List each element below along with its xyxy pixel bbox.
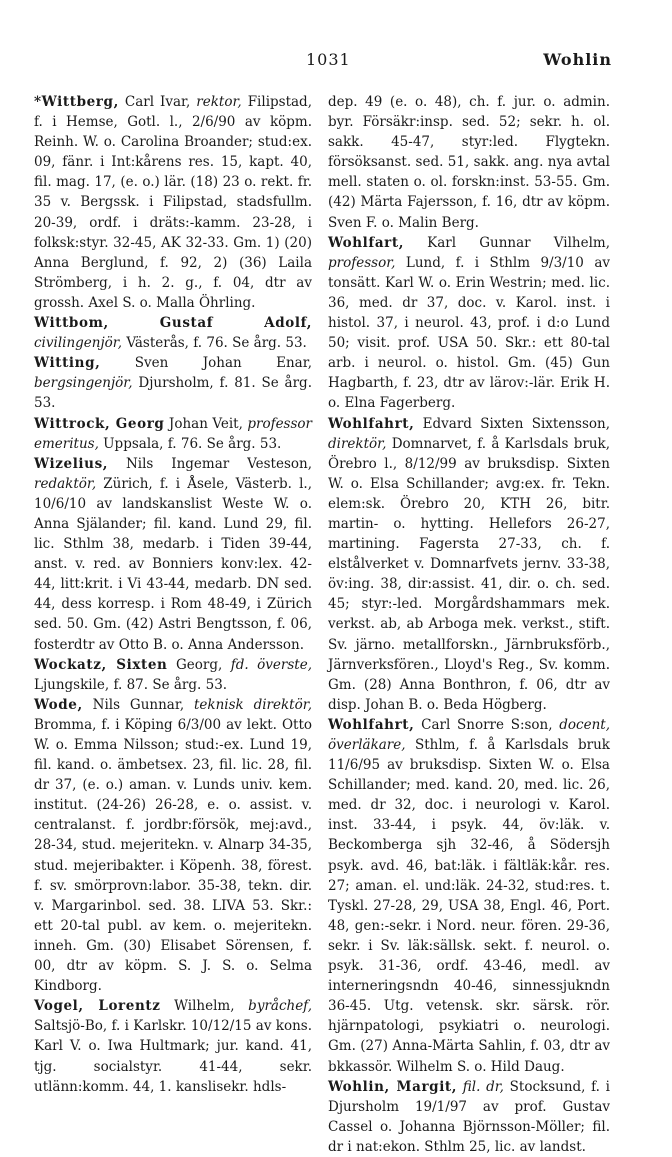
entry-biography: Zürich, f. i Åsele, Västerb. l., 10/6/10 av landskanslist Weste W. o. Anna Själander; fil. kand. Lund 29, fil. lic. Sthlm 38, medarb. i Tiden 39-44, anst. v. red. av Bonniers konv:lex. 42-44, litt:krit. i Vi 43-44, medarb. DN sed. 44, dess korresp. i Rom 48-49, i Zürich sed. 50. Gm. (42) Astri Bengtsson, f. 06, fosterdtr av Otto B. o. Anna Andersson. — [34, 475, 312, 653]
entry-wohlfahrt-carl — [328, 715, 610, 1077]
entry-surname: *Wittberg, — [34, 94, 119, 110]
entry-biography: Bromma, f. i Köping 6/3/00 av lekt. Otto W. o. Emma Nilsson; stud:-ex. Lund 19, fil. kand. o. ämbetsex. 23, fil. lic. 28, fil. dr 37, (e. o.) aman. v. Lunds univ. kem. institut. (24-26) 26-28, e. o. assist. v. centralanst. f. jordbr:försök, mej:avd., 28-34, stud. mejeritekn. v. Alnarp 34-35, stud. mejeribakter. i Köpenh. 38, förest. f. sv. smörprovn:labor. 35-38, tekn. dir. v. Margarinbol. sed. 38. LIVA 53. Skr.: ett 20-tal publ. av kem. o. mejeritekn. inneh. Gm. (30) Elisabet Sörensen, f. 00, dtr av köpm. S. J. S. o. Selma Kindborg. — [34, 716, 312, 995]
entry-given-names: Carl Ivar, — [118, 94, 197, 110]
entry-occupation: fd. överste, — [230, 656, 313, 673]
entry-given-names: Nils Gunnar, — [82, 696, 194, 713]
entry-surname: Wockatz, Sixten — [34, 656, 168, 673]
entry-occupation: teknisk direktör, — [194, 696, 312, 713]
entry-given-names: Sven Johan Enar, — [100, 355, 312, 372]
entry-occupation: rektor, — [196, 94, 242, 110]
entry-surname: Wohlfahrt, — [328, 415, 415, 432]
entry-biography: Sthlm, f. å Karlsdals bruk 11/6/95 av bruksdisp. Sixten W. o. Elsa Schillander; med. kand. 20, med. lic. 26, med. dr 32, doc. i neurologi v. Karol. inst. 33-44, i psyk. 44, öv:läk. v. Beckomberga sjh 32-46, å Södersjh psyk. avd. 46, bat:läk. i fältläk:kår. res. 27; aman. el. und:läk. 24-32, stud:res. t. Tyskl. 27-28, 29, USA 38, Engl. 46, Port. 48, gen:-sekr. i Nord. neur. fören. 29-36, sekr. i Sv. läk:sällsk. sekt. f. neurol. o. psyk. 31-36, ordf. 43-46, medl. av interneringsndn 40-46, sinnessjukndn 36-45. Utg. vetensk. skr. särsk. rör. hjärnpatologi, psykiatri o. neurologi. Gm. (27) Anna-Märta Sahlin, f. 03, dtr av bkkassör. Wilhelm S. o. Hild Daug. — [328, 737, 610, 1075]
entry-surname: Vogel, Lorentz — [34, 998, 161, 1015]
entry-wohlfart — [328, 233, 610, 414]
entry-occupation: direktör, — [328, 435, 387, 452]
entry-given-names: Nils Ingemar Vesteson, — [108, 455, 312, 472]
entry-wittrock — [34, 414, 312, 454]
entry-biography: Uppsala, f. 76. Se årg. 53. — [98, 435, 282, 452]
entry-occupation: bergsingenjör, — [34, 375, 133, 392]
entry-biography: Saltsjö-Bo, f. i Karlskr. 10/12/15 av kons. Karl V. o. Iwa Hultmark; jur. kand. 41, tjg. socialstyr. 41-44, sekr. utlänn:komm. 44, 1. kanslisekr. hdls- — [34, 1018, 312, 1095]
entry-wohlfahrt-edvard — [328, 414, 610, 715]
entry-wizelius — [34, 454, 312, 655]
entry-surname: Wohlfahrt, — [328, 716, 415, 733]
entry-vogel — [34, 996, 312, 1096]
page-header — [0, 50, 672, 74]
entry-witting — [34, 353, 312, 413]
entry-given-names: Carl Snorre S:son, — [414, 716, 560, 733]
entry-biography: Lund, f. i Sthlm 9/3/10 av tonsätt. Karl W. o. Erin Westrin; med. lic. 36, med. dr 37, doc. v. Karol. inst. i histol. 37, i neurol. 43, prof. i d:o Lund 50; visit. prof. USA 50. Skr.: ett 80-tal arb. i neurol. o. histol. Gm. (45) Gun Hagbarth, f. 23, dtr av lärov:-lär. Erik H. o. Elna Fagerberg. — [328, 254, 610, 412]
entry-given-names: Johan Veit, — [164, 415, 248, 432]
entry-given-names: Edvard Sixten Sixtensson, — [414, 415, 610, 432]
entry-occupation: civilingenjör, — [34, 335, 123, 352]
entry-surname: Wohlfart, — [328, 234, 405, 251]
entry-occupation: fil. dr, — [462, 1078, 504, 1095]
entry-surname: Wittrock, Georg — [34, 415, 165, 432]
entry-biography: Filipstad, f. i Hemse, Gotl. l., 2/6/90 av köpm. Reinh. W. o. Carolina Broander; stud:ex. 09, fänr. i Int:kårens res. 15, kapt. 40, fil. mag. 17, (e. o.) lär. (18) 23 o. rekt. fr. 35 v. Bergssk. i Filipstad, stadsfullm. 20-39, ordf. i dräts:-kamm. 23-28, i folksk:styr. 32-45, AK 32-33. Gm. 1) (20) Anna Berglund, f. 92, 2) (36) Laila Strömberg, i h. 2. g., f. 04, dtr av grossh. Axel S. o. Malla Öhrling. — [34, 94, 312, 311]
entry-biography: Västerås, f. 76. Se årg. 53. — [122, 335, 307, 352]
running-head: Wohlin — [543, 50, 612, 69]
left-column — [34, 92, 312, 1097]
entry-surname: Wode, — [34, 696, 83, 713]
entry-occupation: redaktör, — [34, 475, 97, 492]
entry-given-names: Karl Gunnar Vilhelm, — [404, 234, 610, 251]
entry-surname: Wittbom, Gustaf Adolf, — [34, 315, 312, 332]
entry-vogel-continued — [328, 92, 610, 233]
entry-biography: Ljungskile, f. 87. Se årg. 53. — [34, 676, 228, 693]
entry-occupation: byråchef, — [248, 998, 312, 1015]
entry-occupation: professor emeritus, — [34, 415, 312, 452]
entry-biography: dep. 49 (e. o. 48), ch. f. jur. o. admin. byr. Försäkr:insp. sed. 52; sekr. h. ol. sakk. 45-47, styr:led. Flygtekn. försöksanst. sed. 51, sakk. ang. nya avtal mell. staten o. ol. forskn:inst. 53-55. Gm. (42) Märta Fajersson, f. 16, dtr av köpm. Sven F. o. Malin Berg. — [328, 94, 610, 231]
entry-wohlin — [328, 1077, 610, 1157]
entry-given-names: Georg, — [167, 656, 231, 673]
entry-surname: Witting, — [34, 355, 101, 372]
page-number: 1031 — [306, 50, 351, 69]
entry-occupation: docent, överläkare, — [328, 716, 610, 753]
entry-biography: Domnarvet, f. å Karlsdals bruk, Örebro l., 8/12/99 av bruksdisp. Sixten W. o. Elsa Schillander; avg:ex. fr. Tekn. elem:sk. Örebro 20, KTH 26, bitr. martin- o. hytting. Hellefors 26-27, martining. Fagersta 27-33, ch. f. elstålverket v. Domnarfvets jernv. 33-38, öv:ing. 38, dir:assist. 41, dir. o. ch. sed. 45; styr:-led. Morgårdshammars mek. verkst. ab, ab Arboga mek. verkst., stift. Sv. järno. metallforskn., Järnbruksförb., Järnverksfören., Lloyd's Reg., Sv. komm. Gm. (28) Anna Bonthron, f. 06, dtr av disp. Johan B. o. Beda Högberg. — [328, 435, 610, 713]
entry-surname: Wizelius, — [34, 455, 109, 472]
entry-biography: Djursholm, f. 81. Se årg. 53. — [34, 375, 312, 412]
entry-wode — [34, 695, 312, 996]
entry-given-names: Wilhelm, — [160, 998, 249, 1015]
entry-occupation: professor, — [328, 254, 396, 271]
entry-biography: Stocksund, f. i Djursholm 19/1/97 av prof. Gustav Cassel o. Johanna Björnsson-Möller; fil. dr i nat:ekon. Sthlm 25, lic. av landst. — [328, 1078, 610, 1155]
entry-wittbom — [34, 313, 312, 353]
entry-surname: Wohlin, Margit, — [328, 1078, 458, 1095]
entry-wockatz — [34, 655, 312, 695]
right-column — [328, 92, 610, 1157]
entry-wittberg — [34, 92, 312, 313]
